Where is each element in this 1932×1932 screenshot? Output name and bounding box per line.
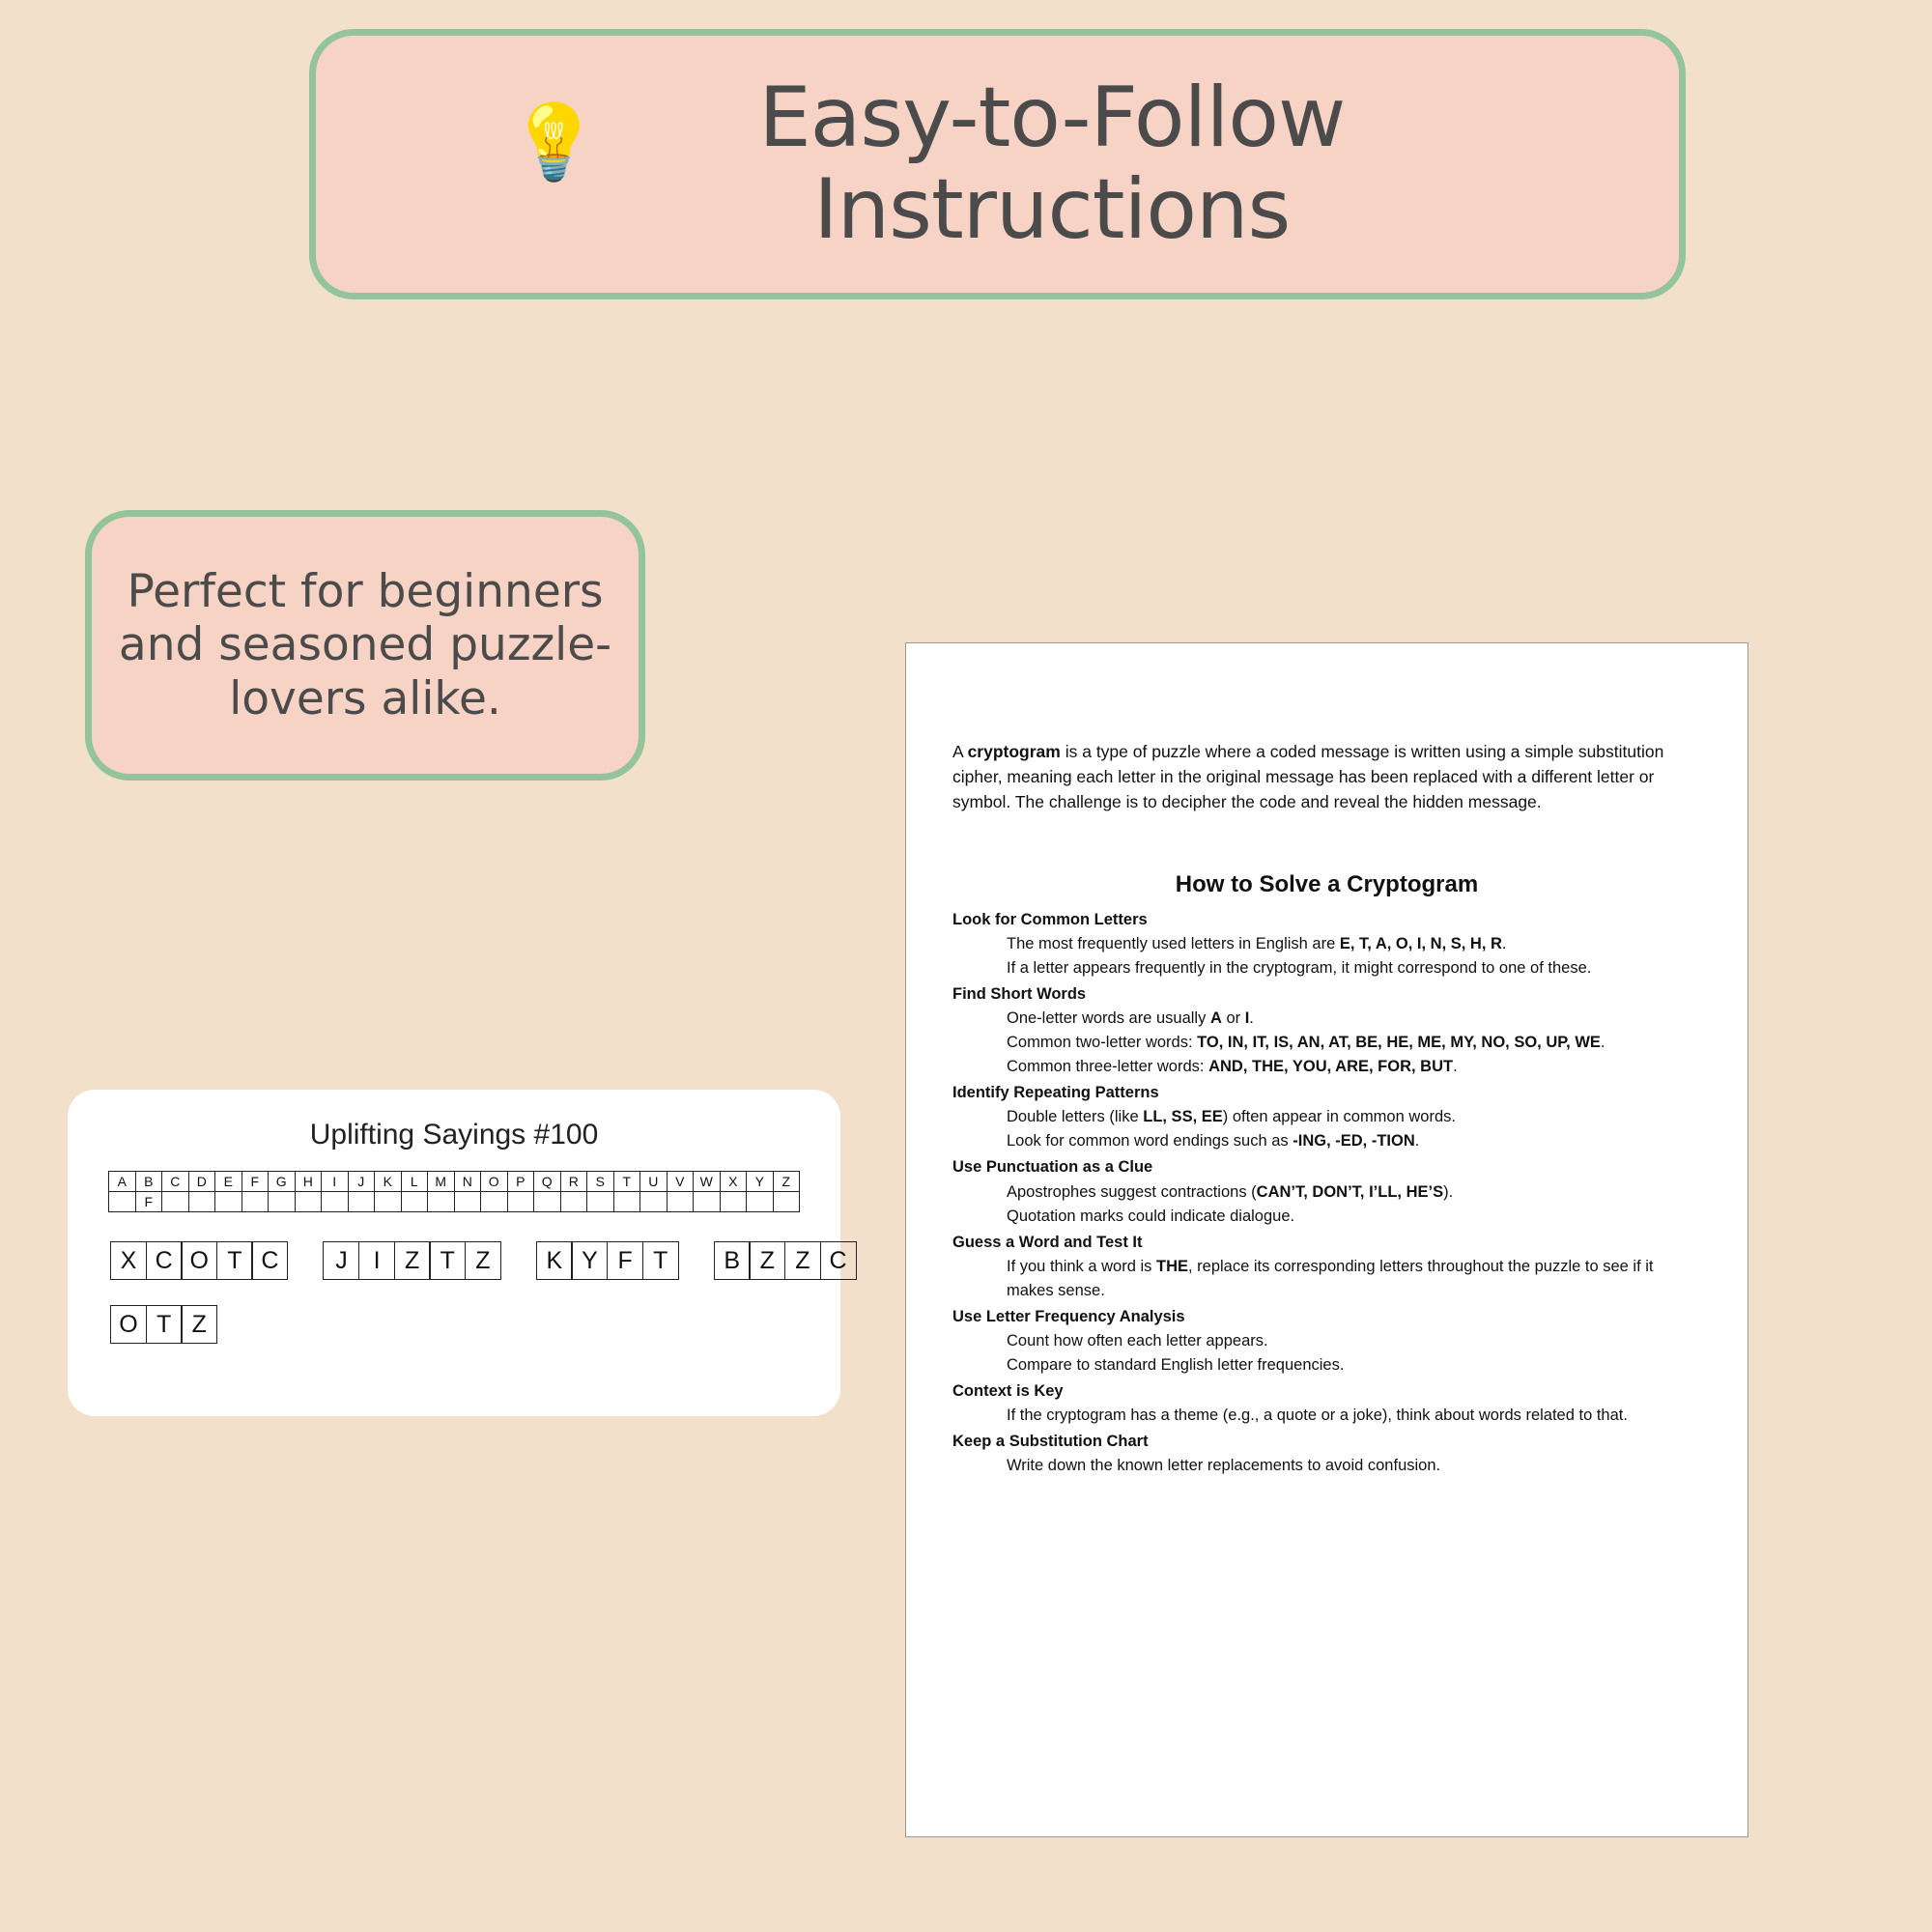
tip-line: Double letters (like LL, SS, EE) often appear in common words. <box>1007 1108 1456 1126</box>
header-banner <box>309 29 1686 299</box>
answer-row <box>109 1192 800 1212</box>
cipher-cell[interactable]: C <box>146 1241 183 1280</box>
alphabet-cell: I <box>322 1172 349 1192</box>
answer-cell[interactable] <box>613 1192 640 1212</box>
tip-line: Common three-letter words: AND, THE, YOU, ARE, FOR, BUT. <box>1007 1058 1458 1076</box>
cipher-cell[interactable]: O <box>181 1241 217 1280</box>
answer-cell[interactable] <box>640 1192 668 1212</box>
answer-cell[interactable] <box>667 1192 694 1212</box>
howto-heading: How to Solve a Cryptogram <box>1175 870 1479 897</box>
alphabet-cell: D <box>188 1172 215 1192</box>
cipher-cell[interactable]: F <box>607 1241 643 1280</box>
cipher-word <box>110 1241 288 1280</box>
tip-group <box>952 982 1701 1079</box>
cipher-cell[interactable]: T <box>216 1241 253 1280</box>
cipher-cell[interactable]: X <box>110 1241 147 1280</box>
alphabet-cell: W <box>694 1172 721 1192</box>
answer-cell[interactable] <box>694 1192 721 1212</box>
alphabet-cell: R <box>560 1172 587 1192</box>
tip-heading: Use Punctuation as a Clue <box>952 1158 1153 1177</box>
alphabet-cell: F <box>242 1172 269 1192</box>
tagline-text: Perfect for beginners and seasoned puzzle-lovers alike. <box>118 564 612 725</box>
answer-cell[interactable] <box>375 1192 402 1212</box>
tip-line: Compare to standard English letter frequencies. <box>1007 1356 1345 1375</box>
answer-cell[interactable] <box>560 1192 587 1212</box>
answer-cell[interactable] <box>242 1192 269 1212</box>
answer-cell[interactable] <box>773 1192 800 1212</box>
tip-line: The most frequently used letters in English are E, T, A, O, I, N, S, H, R. <box>1007 934 1507 952</box>
page-title: Easy-to-Follow Instructions <box>758 70 1346 258</box>
tip-heading: Context is Key <box>952 1382 1064 1401</box>
tip-group <box>952 908 1701 980</box>
answer-cell[interactable] <box>188 1192 215 1212</box>
substitution-chart <box>108 1171 800 1212</box>
alphabet-cell: P <box>507 1172 534 1192</box>
alphabet-cell: O <box>481 1172 508 1192</box>
cipher-grid <box>87 1241 847 1344</box>
alphabet-cell: Z <box>773 1172 800 1192</box>
answer-cell[interactable] <box>295 1192 322 1212</box>
alphabet-cell: G <box>269 1172 296 1192</box>
tip-line: Write down the known letter replacements to avoid confusion. <box>1007 1457 1441 1475</box>
alphabet-cell: Y <box>747 1172 774 1192</box>
answer-cell[interactable] <box>428 1192 455 1212</box>
cryptogram-term: cryptogram <box>967 742 1061 761</box>
tip-group <box>952 1155 1701 1228</box>
tip-line: If a letter appears frequently in the cryptogram, it might correspond to one of these. <box>1007 958 1592 977</box>
cipher-cell[interactable]: C <box>820 1241 857 1280</box>
tip-line: Look for common word endings such as -ING, -ED, -TION. <box>1007 1132 1420 1151</box>
answer-cell[interactable] <box>162 1192 189 1212</box>
tips-list <box>952 908 1701 1479</box>
cipher-cell[interactable]: K <box>536 1241 573 1280</box>
puzzle-title: Uplifting Sayings #100 <box>309 1119 599 1151</box>
tip-group <box>952 1430 1701 1478</box>
cipher-word <box>714 1241 857 1280</box>
cipher-word <box>536 1241 679 1280</box>
answer-cell[interactable] <box>322 1192 349 1212</box>
tip-group <box>952 1231 1701 1303</box>
answer-cell[interactable] <box>109 1192 136 1212</box>
alphabet-cell: M <box>428 1172 455 1192</box>
tip-line: Apostrophes suggest contractions (CAN’T, DON’T, I’LL, HE’S). <box>1007 1182 1454 1201</box>
tip-line: If you think a word is THE, replace its corresponding letters throughout the puzzle to see if it makes sense. <box>1007 1257 1654 1299</box>
tip-heading: Identify Repeating Patterns <box>952 1084 1159 1102</box>
tip-heading: Use Letter Frequency Analysis <box>952 1307 1185 1325</box>
alphabet-cell: X <box>720 1172 747 1192</box>
cipher-line <box>110 1241 847 1280</box>
cipher-word <box>323 1241 500 1280</box>
cipher-cell[interactable]: C <box>251 1241 288 1280</box>
answer-cell[interactable] <box>454 1192 481 1212</box>
answer-cell[interactable] <box>507 1192 534 1212</box>
alphabet-cell: J <box>348 1172 375 1192</box>
answer-cell[interactable] <box>481 1192 508 1212</box>
alphabet-cell: V <box>667 1172 694 1192</box>
answer-cell[interactable] <box>215 1192 242 1212</box>
tip-line: Common two-letter words: TO, IN, IT, IS, AN, AT, BE, HE, ME, MY, NO, SO, UP, WE. <box>1007 1034 1605 1052</box>
puzzle-card <box>68 1090 847 1416</box>
cipher-cell[interactable]: I <box>358 1241 395 1280</box>
cipher-cell[interactable]: Z <box>465 1241 501 1280</box>
alphabet-cell: S <box>587 1172 614 1192</box>
alphabet-cell: H <box>295 1172 322 1192</box>
answer-cell[interactable] <box>720 1192 747 1212</box>
answer-cell[interactable] <box>747 1192 774 1212</box>
alphabet-cell: T <box>613 1172 640 1192</box>
tip-heading: Look for Common Letters <box>952 910 1148 928</box>
answer-cell[interactable] <box>348 1192 375 1212</box>
alphabet-cell: N <box>454 1172 481 1192</box>
cipher-cell[interactable]: Y <box>571 1241 608 1280</box>
answer-cell[interactable] <box>587 1192 614 1212</box>
tagline-banner <box>85 510 645 781</box>
tip-line: Count how often each letter appears. <box>1007 1332 1268 1350</box>
cipher-cell[interactable]: J <box>323 1241 359 1280</box>
tip-line: One-letter words are usually A or I. <box>1007 1009 1254 1027</box>
cipher-cell[interactable]: T <box>429 1241 466 1280</box>
cipher-cell[interactable]: T <box>146 1305 183 1344</box>
lightbulb-icon: 💡 <box>508 99 600 185</box>
tip-heading: Find Short Words <box>952 984 1087 1003</box>
tip-group <box>952 1305 1701 1378</box>
cipher-cell[interactable]: Z <box>749 1241 785 1280</box>
alphabet-cell: E <box>215 1172 242 1192</box>
alphabet-cell: U <box>640 1172 668 1192</box>
answer-cell[interactable] <box>534 1192 561 1212</box>
cipher-cell[interactable]: B <box>714 1241 751 1280</box>
alphabet-cell: B <box>135 1172 162 1192</box>
tip-line: Quotation marks could indicate dialogue. <box>1007 1207 1295 1225</box>
tip-group <box>952 1379 1701 1428</box>
alphabet-cell: C <box>162 1172 189 1192</box>
alphabet-cell: L <box>401 1172 428 1192</box>
answer-cell[interactable] <box>401 1192 428 1212</box>
alphabet-cell: Q <box>534 1172 561 1192</box>
cipher-cell[interactable]: Z <box>394 1241 431 1280</box>
instruction-page <box>905 642 1748 1837</box>
alphabet-cell: A <box>109 1172 136 1192</box>
tip-group <box>952 1081 1701 1153</box>
answer-cell[interactable] <box>269 1192 296 1212</box>
cipher-cell[interactable]: Z <box>784 1241 821 1280</box>
cipher-cell[interactable]: O <box>110 1305 147 1344</box>
tip-line: If the cryptogram has a theme (e.g., a quote or a joke), think about words related to that. <box>1007 1406 1628 1425</box>
alphabet-row <box>109 1172 800 1192</box>
header-title-row <box>469 70 1525 258</box>
alphabet-cell: K <box>375 1172 402 1192</box>
cipher-line <box>110 1305 821 1344</box>
cipher-cell[interactable]: Z <box>181 1305 217 1344</box>
answer-cell[interactable]: F <box>135 1192 162 1212</box>
cipher-word <box>110 1305 217 1344</box>
intro-paragraph: A cryptogram is a type of puzzle where a coded message is written using a simple substitution cipher, meaning each letter in the original message has been replaced with a different letter or symbol. The challenge is to decipher the code and reveal the hidden message. <box>952 742 1664 811</box>
cipher-cell[interactable]: T <box>642 1241 679 1280</box>
tip-heading: Keep a Substitution Chart <box>952 1433 1149 1451</box>
tip-heading: Guess a Word and Test It <box>952 1233 1143 1251</box>
